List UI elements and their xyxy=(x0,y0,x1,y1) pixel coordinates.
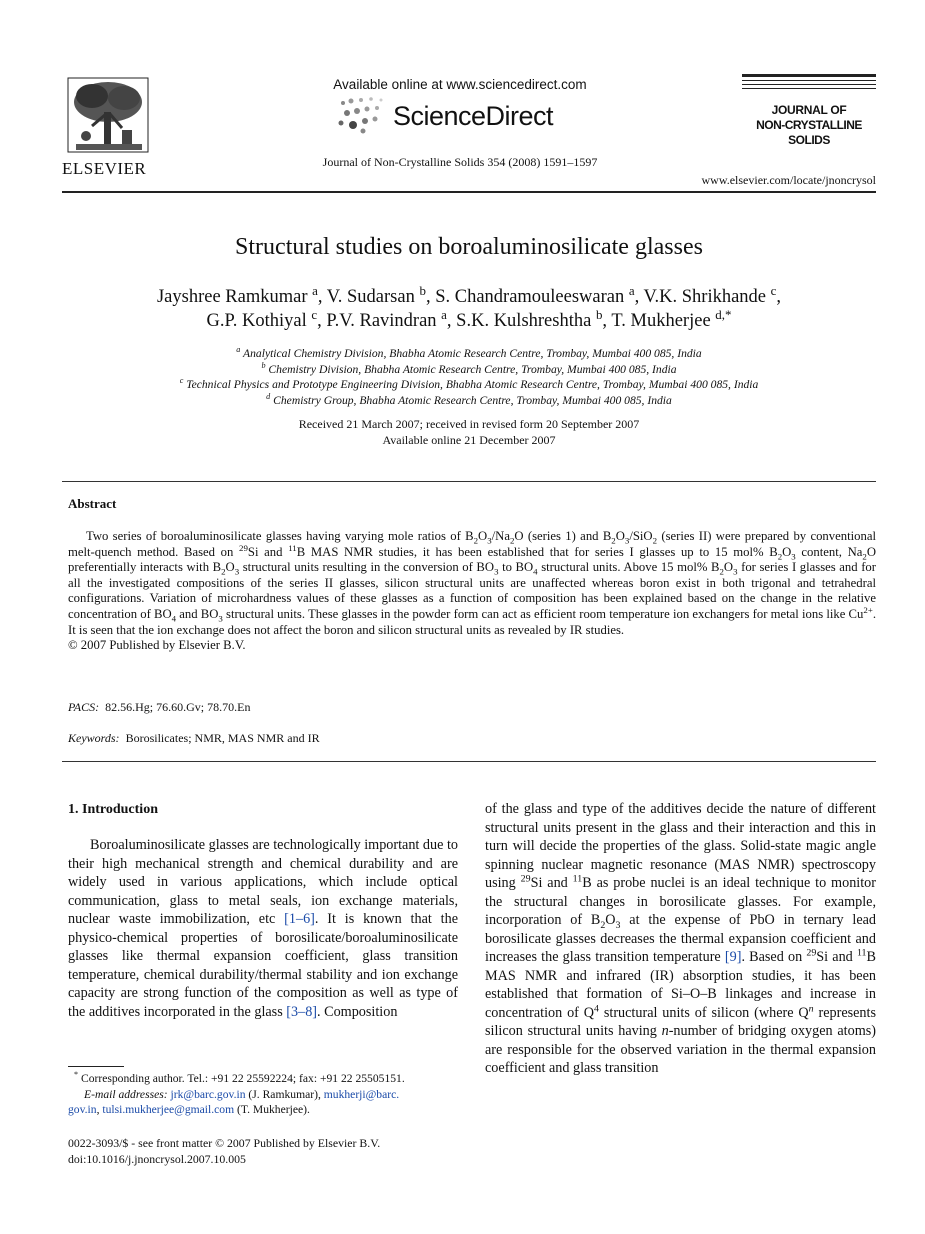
footnote-rule xyxy=(68,1066,124,1067)
affiliation-d: $^d$ Chemistry Group, Bhabha Atomic Research Centre, Trombay, Mumbai 400 085, India xyxy=(266,391,672,407)
footnote-corresponding: * Corresponding author. Tel.: +91 22 25592224; fax: +91 22 25505151. xyxy=(74,1070,405,1085)
keywords-label: Keywords: xyxy=(68,731,120,745)
abstract-bottom-rule xyxy=(62,761,876,762)
keywords-value: Borosilicates; NMR, MAS NMR and IR xyxy=(125,731,320,745)
available-online-text: Available online at www.sciencedirect.com xyxy=(333,77,587,92)
section-heading-introduction: 1. Introduction xyxy=(68,802,158,817)
received-date: Received 21 March 2007; received in revised form 20 September 2007 xyxy=(298,417,640,431)
abstract-copyright: © 2007 Published by Elsevier B.V. xyxy=(68,638,246,653)
pacs-label: PACS: xyxy=(68,700,100,714)
header-rule xyxy=(62,191,876,193)
footnote-emails-cont: gov.in, tulsi.mukherjee@gmail.com (T. Mukherjee). xyxy=(68,1103,310,1116)
pacs-value: 82.56.Hg; 76.60.Gv; 78.70.En xyxy=(105,700,251,714)
journal-title-line2: NON-CRYSTALLINE SOLIDS xyxy=(756,118,862,147)
front-matter xyxy=(68,1135,380,1167)
elsevier-wordmark: ELSEVIER xyxy=(62,159,147,178)
affiliation-c: $^c$ Technical Physics and Prototype Engineering Division, Bhabha Atomic Research Centre, Trombay, Mumbai 400 085, India xyxy=(179,376,759,391)
ref-link-9[interactable]: [9] xyxy=(724,949,742,965)
email-link-mukherji[interactable]: mukherji@barc. xyxy=(323,1087,400,1101)
journal-logo xyxy=(742,74,876,148)
journal-title-line1: JOURNAL OF xyxy=(771,103,847,117)
email-link-tulsi[interactable]: tulsi.mukherjee@gmail.com xyxy=(102,1103,235,1116)
elsevier-tree-icon xyxy=(62,74,154,156)
article-title: Structural studies on boroaluminosilicate glasses xyxy=(235,234,703,260)
ref-link-3-8[interactable]: [3–8] xyxy=(286,1003,318,1020)
abstract-body: Two series of boroaluminosilicate glasses having varying mole ratios of $B_2O_3/Na_2O$ (series 1) and $B_2O_3/SiO_2$ (series II) were prepared by conventional melt-quench method. Based on $^{29}$Si and $^{11}$B MAS NMR studies, it has been established that for series I glasses up to 15 mol% $B_2O_3$ content, $Na_2O$ preferentially interacts with $B_2O_3$ structural units resulting in the conversion of $BO_3$ to $BO_4$ structural units. Above 15 mol% $B_2O_3$ for series I glasses and for all the investigated compositions of the series II glasses, silicon structural units are unaffected whereas boron exist in both trigonal and tetrahedral configurations. Variation of microhardness values of these glasses as a function of composition has been explained based on the change in the relative concentration of $BO_4$ and $BO_3$ structural units. These glasses in the powder form can act as efficient room temperature ion exchangers for metal ions like $Cu^{2+}$. It is seen that the ion exchange does not affect the boron and silicon structural units as revealed by IR studies. © 2007 Published by Elsevier B.V. xyxy=(68,529,877,653)
journal-url[interactable] xyxy=(680,173,876,188)
sciencedirect-wordmark: ScienceDirect xyxy=(393,101,554,131)
journal-url-text[interactable]: www.elsevier.com/locate/jnoncrysol xyxy=(701,173,876,187)
affiliation-list xyxy=(62,346,876,408)
author-list: Jayshree Ramkumar $^a$, V. Sudarsan $^b$, S. Chandramouleeswaran $^a$, V.K. Shrikhande $^c$, G.P. Kothiyal $^c$, P.V. Ravindran $^a$, S.K. Kulshreshtha $^b$, T. Mukherjee $^{d,*}$ xyxy=(156,282,782,331)
abstract-heading: Abstract xyxy=(68,496,117,511)
footnote xyxy=(68,1071,458,1118)
affiliation-a: $^a$ Analytical Chemistry Division, Bhabha Atomic Research Centre, Trombay, Mumbai 400 085, India xyxy=(236,345,702,360)
abstract-top-rule xyxy=(62,481,876,482)
email-link-ramkumar[interactable]: jrk@barc.gov.in xyxy=(170,1087,246,1101)
pacs-line xyxy=(68,700,250,715)
intro-right-column: of the glass and type of the additives decide the nature of different structural units present in the glass and their interaction and this in turn will decide the properties of the glass. Solid-state magic angle spinning nuclear magnetic resonance (MAS NMR) spectroscopy using $^{29}$Si and $^{11}$B as probe nuclei is an ideal technique to monitor the structural changes in borosilicate glasses. For example, incorporation of $B_2O_3$ at the expense of PbO in ternary lead borosilicate glasses decreases the thermal expansion coefficient and increases the glass transition temperature [9]. Based on $^{29}$Si and $^{11}$B MAS NMR and infrared (IR) absorption studies, it has been established that formation of Si–O–B linkages and increase in concentration of $Q^4$ structural units of silicon (where $Q^n$ represents silicon structural units having n-number of bridging oxygen atoms) are responsible for the observed variation in the thermal expansion coefficient and glass transition xyxy=(485,801,877,1076)
keywords-line xyxy=(68,731,320,746)
email-link-mukherji-cont[interactable]: gov.in xyxy=(68,1103,97,1116)
issn-line: 0022-3093/$ - see front matter © 2007 Published by Elsevier B.V. xyxy=(68,1136,381,1150)
doi-line: doi:10.1016/j.jnoncrysol.2007.10.005 xyxy=(68,1152,246,1166)
intro-left-column: Boroaluminosilicate glasses are technologically important due to their high mechanical strength and chemical durability and are widely used in various applications, which include optical communication, glass to metal seals, ion exchange materials, nuclear waste immobilization, etc [1–6]. It is known that the physico-chemical properties of borosilicate/boroaluminosilicate glasses like thermal expansion coefficient, glass transition temperature, chemical durability/thermal stability and ion exchange capacity are strong function of the composition as well as type of the additives incorporated in the glass [3–8]. Composition xyxy=(68,837,458,1020)
ref-link-1-6[interactable]: [1–6] xyxy=(284,911,315,927)
journal-citation: Journal of Non-Crystalline Solids 354 (2008) 1591–1597 xyxy=(322,155,598,169)
sciencedirect-logo xyxy=(335,95,565,137)
affiliation-b: $^b$ Chemistry Division, Bhabha Atomic Research Centre, Trombay, Mumbai 400 085, India xyxy=(261,360,677,376)
history-dates xyxy=(62,417,876,448)
sciencedirect-dots-icon xyxy=(335,95,390,135)
footnote-emails: E-mail addresses: jrk@barc.gov.in (J. Ramkumar), mukherji@barc. xyxy=(84,1087,400,1101)
elsevier-logo xyxy=(62,74,154,178)
available-date: Available online 21 December 2007 xyxy=(382,432,556,447)
